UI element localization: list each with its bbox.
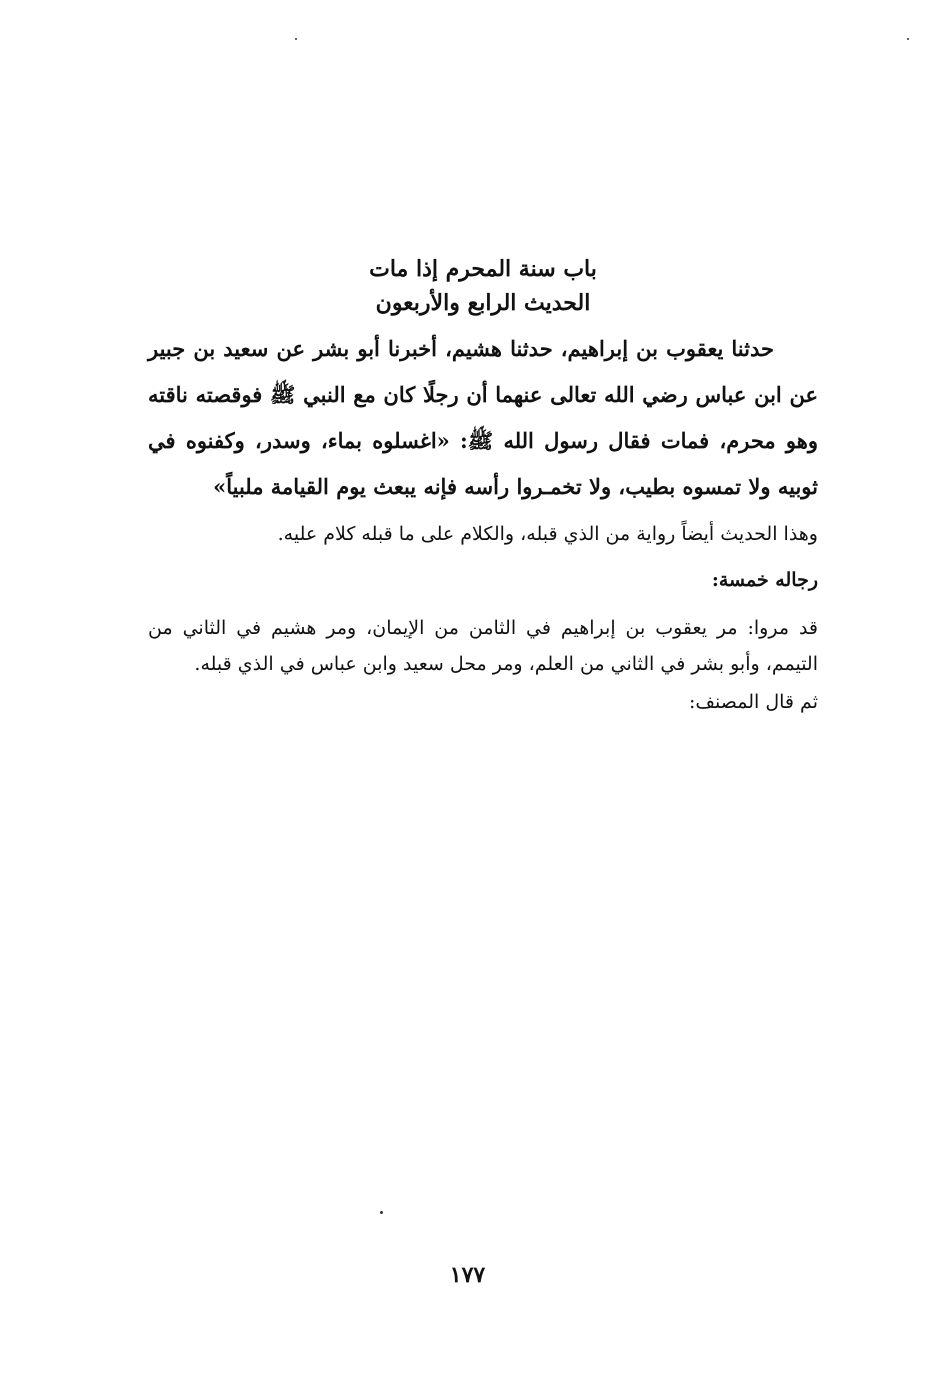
hadith-number-title: الحديث الرابع والأربعون bbox=[375, 290, 591, 316]
scan-speck bbox=[295, 38, 297, 40]
narrators-heading: رجاله خمسة: bbox=[711, 569, 818, 591]
page-body bbox=[148, 252, 818, 720]
scan-speck bbox=[907, 38, 909, 40]
closing-line: ثم قال المصنف: bbox=[688, 691, 818, 713]
chapter-title: باب سنة المحرم إذا مات bbox=[369, 256, 597, 282]
spacer bbox=[148, 598, 818, 608]
hadith-text-content: حدثنا يعقوب بن إبراهيم، حدثنا هشيم، أخبرنا أبو بشر عن سعيد بن جبير عن ابن عباس رضي الله تعالى عنهما أن رجلًا كان مع النبي ﷺ فوقصته ناقته وهو محرم، فمات فقال رسول الله ﷺ: «اغسلوه بماء، وسدر، وكفنوه في ثوبيه ولا تمسوه بطيب، ولا تخمـروا رأسه فإنه يبعث يوم القيامة ملبياً» bbox=[148, 336, 818, 499]
scan-speck bbox=[380, 1211, 383, 1214]
page-number: ١٧٧ bbox=[449, 1262, 486, 1288]
narrators-paragraph: قد مروا: مر يعقوب بن إبراهيم في الثامن من الإيمان، ومر هشيم في الثاني من التيمم، وأبو بشر في الثاني من العلم، ومر محل سعيد وابن عباس في الذي قبله. bbox=[148, 617, 818, 675]
commentary-paragraph: وهذا الحديث أيضاً رواية من الذي قبله، والكلام على ما قبله كلام عليه. bbox=[277, 523, 818, 545]
hadith-text bbox=[148, 326, 818, 510]
